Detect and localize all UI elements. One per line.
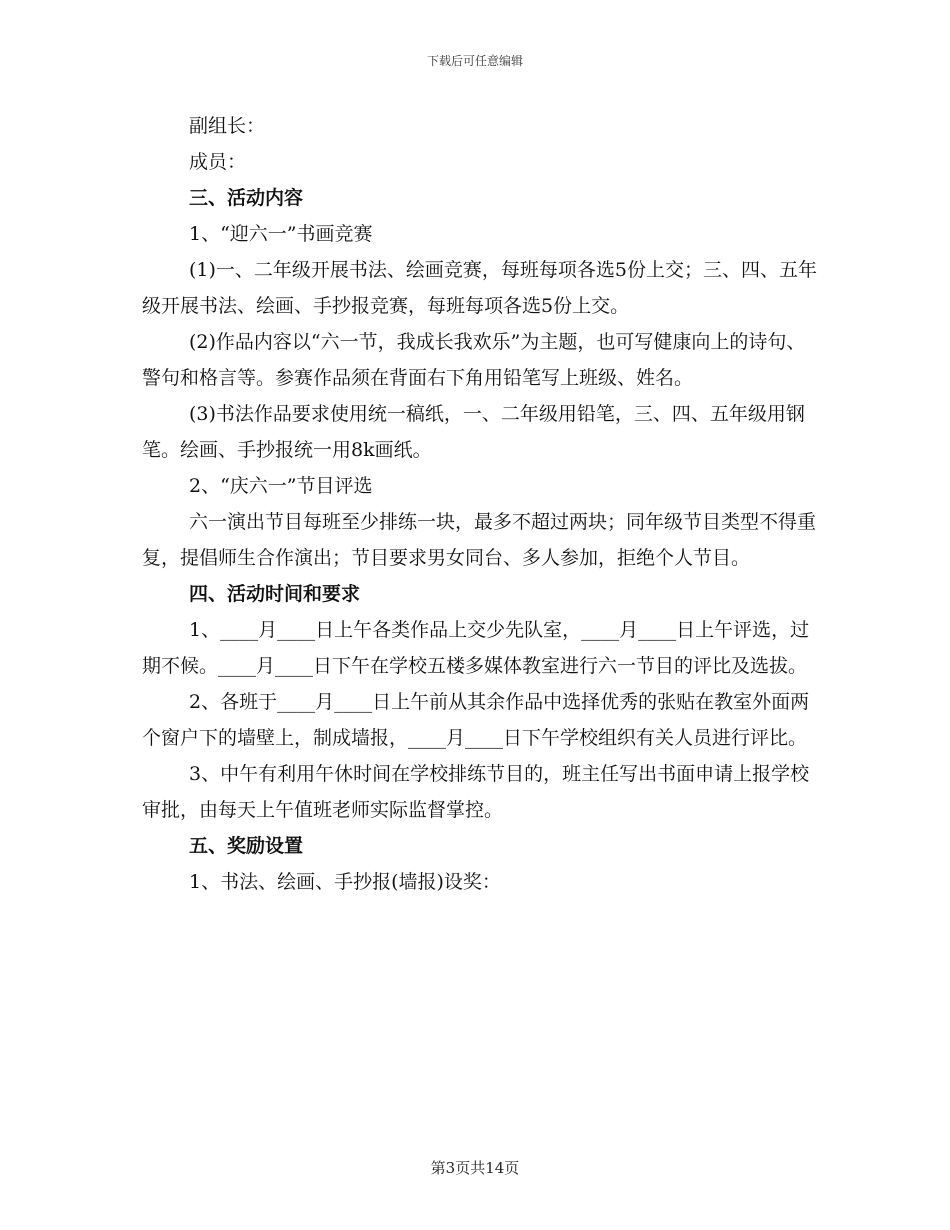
paragraph-vice-leader: 副组长： xyxy=(189,115,266,137)
paragraph-item-2: (2)作品内容以“六一节，我成长我欢乐”为主题，也可写健康向上的诗句、警句和格言等。参赛作品须在背面右下角用铅笔写上班级、姓名。 xyxy=(142,331,806,389)
heading-awards: 五、奖励设置 xyxy=(189,835,304,857)
paragraph-time-3: 3、中午有利用午休时间在学校排练节目的，班主任写出书面申请上报学校审批，由每天上午值班老师实际监督掌控。 xyxy=(142,763,810,821)
heading-activity-content: 三、活动内容 xyxy=(189,187,304,209)
paragraph-time-1: 1、____月____日上午各类作品上交少先队室，____月____日上午评选，过期不候。____月____日下午在学校五楼多媒体教室进行六一节目的评比及选拔。 xyxy=(142,619,810,677)
heading-time-requirements: 四、活动时间和要求 xyxy=(189,583,361,605)
document-body xyxy=(142,108,822,900)
page-header: 下载后可任意编辑 xyxy=(426,54,523,68)
subheading-program-selection: 2、“庆六一”节目评选 xyxy=(189,475,373,497)
page-footer: 第3页共14页 xyxy=(430,1159,520,1177)
paragraph-members: 成员： xyxy=(189,151,247,173)
subheading-calligraphy-contest: 1、“迎六一”书画竞赛 xyxy=(189,223,373,245)
paragraph-item-1: (1)一、二年级开展书法、绘画竞赛，每班每项各选5份上交；三、四、五年级开展书法、绘画、手抄报竞赛，每班每项各选5份上交。 xyxy=(142,259,818,317)
paragraph-item-3: (3)书法作品要求使用统一稿纸，一、二年级用铅笔，三、四、五年级用钢笔。绘画、手抄报统一用8k画纸。 xyxy=(142,403,805,461)
paragraph-awards-1: 1、书法、绘画、手抄报(墙报)设奖： xyxy=(189,871,501,893)
paragraph-time-2: 2、各班于____月____日上午前从其余作品中选择优秀的张贴在教室外面两个窗户下的墙壁上，制成墙报，____月____日下午学校组织有关人员进行评比。 xyxy=(142,691,810,749)
paragraph-program-rules: 六一演出节目每班至少排练一块，最多不超过两块；同年级节目类型不得重复，提倡师生合作演出；节目要求男女同台、多人参加，拒绝个人节目。 xyxy=(142,511,817,569)
